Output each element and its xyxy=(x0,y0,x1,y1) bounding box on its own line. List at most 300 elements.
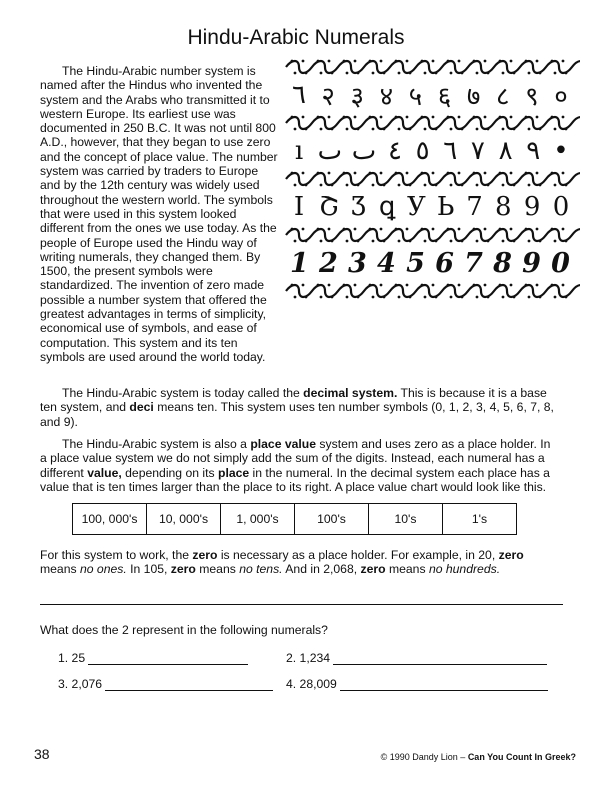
vine-dot xyxy=(447,228,450,231)
vine-dot xyxy=(317,60,320,63)
numeral-glyph: 7 xyxy=(466,192,483,222)
vine-dot xyxy=(476,240,479,243)
vine-dot xyxy=(528,72,531,75)
numeral-glyph: ५ xyxy=(408,82,423,112)
vine-dot xyxy=(487,184,490,187)
vine-dot xyxy=(525,116,528,119)
vine-dot xyxy=(554,184,557,187)
vine-dot xyxy=(409,240,412,243)
vine-dot xyxy=(406,228,409,231)
numeral-row-3 xyxy=(284,188,580,226)
vine-dot xyxy=(502,296,505,299)
vine-dot xyxy=(536,228,539,231)
numeral-glyph: ٦ xyxy=(292,80,306,110)
decorative-border xyxy=(284,170,580,188)
vine-dot xyxy=(447,60,450,63)
vine-dot xyxy=(447,172,450,175)
vine-dot xyxy=(320,184,323,187)
vine-dot xyxy=(476,72,479,75)
vine-dot xyxy=(372,72,375,75)
vine-dot xyxy=(424,240,427,243)
numeral-glyph: ७ xyxy=(466,82,481,112)
vine-dot xyxy=(536,284,539,287)
vine-dot xyxy=(305,184,308,187)
item-label: 3. 2,076 xyxy=(58,677,103,691)
vine-dot xyxy=(450,296,453,299)
footer-copyright xyxy=(381,752,576,762)
intro-paragraph: The Hindu-Arabic number system is named after the Hindus who invented the system and the Arabs who transmitted it to western Europe. Its earliest use was documented in 250 B.C. It was not until 800 A.D., however, that they began to use zero and the concept of place value. The number system was carried by traders to Europe and by the 12th century was widely used throughout the western world. The symbols that were used in this system looked different from the ones we use today. As the people of Europe used the Hindu way of writing numerals, they changed them. By 1500, the present symbols were standardized. The invention of zero made possible a number system that offered the greatest advantages in terms of simplicity, economical use of symbols, and ease of computation. This system and its ten symbols are used around the world today. xyxy=(40,64,278,364)
text: This is because it is a base ten system, and xyxy=(40,386,547,415)
place-value-paragraph xyxy=(40,437,555,494)
vine-dot xyxy=(343,60,346,63)
text: means xyxy=(195,562,240,577)
bold-term: decimal system. xyxy=(303,386,398,400)
vine-dot xyxy=(421,228,424,231)
vine-dot xyxy=(499,60,502,63)
vine-dot xyxy=(528,240,531,243)
vine-dot xyxy=(510,60,513,63)
answer-item-4 xyxy=(286,677,548,691)
vine-dot xyxy=(487,240,490,243)
vine-dot xyxy=(565,296,568,299)
vine-dot xyxy=(395,228,398,231)
vine-dot xyxy=(305,240,308,243)
vine-dot xyxy=(372,240,375,243)
vine-dot xyxy=(528,296,531,299)
vine-dot xyxy=(409,184,412,187)
numeral-glyph: • xyxy=(553,136,569,166)
vine-dot xyxy=(294,72,297,75)
vine-dot xyxy=(484,116,487,119)
vine-dot xyxy=(380,172,383,175)
decorative-border xyxy=(284,58,580,76)
numeral-glyph: ٧ xyxy=(470,136,485,166)
numeral-glyph: I xyxy=(293,192,305,222)
answer-item-3 xyxy=(58,677,273,691)
numeral-row-4 xyxy=(284,244,580,282)
vine-dot xyxy=(357,128,360,131)
vine-dot xyxy=(484,228,487,231)
vine-dot xyxy=(562,284,565,287)
vine-dot xyxy=(536,116,539,119)
numeral-glyph: 1 xyxy=(290,247,309,279)
vine-dot xyxy=(294,296,297,299)
vine-dot xyxy=(539,128,542,131)
vine-dot xyxy=(473,284,476,287)
vine-dot xyxy=(331,296,334,299)
vine-dot xyxy=(539,72,542,75)
vine-dot xyxy=(502,240,505,243)
vine-dot xyxy=(510,228,513,231)
place-value-chart xyxy=(72,503,517,535)
vine-dot xyxy=(406,284,409,287)
vine-dot xyxy=(487,296,490,299)
vine-dot xyxy=(525,284,528,287)
vine-dot xyxy=(343,228,346,231)
numeral-glyph: 4 xyxy=(377,247,396,279)
vine-dot xyxy=(398,184,401,187)
vine-dot xyxy=(476,128,479,131)
answer-blank[interactable] xyxy=(340,678,548,691)
text: is necessary as a place holder. For example, in 20, xyxy=(217,548,499,562)
vine-dot xyxy=(372,128,375,131)
vine-dot xyxy=(554,72,557,75)
book-title: Can You Count In Greek? xyxy=(467,752,576,762)
vine-dot xyxy=(565,72,568,75)
vine-dot xyxy=(473,228,476,231)
vine-dot xyxy=(331,128,334,131)
vine-dot xyxy=(409,296,412,299)
vine-dot xyxy=(346,240,349,243)
vine-dot xyxy=(343,116,346,119)
vine-dot xyxy=(291,228,294,231)
bold-term: zero xyxy=(360,562,386,577)
vine-dot xyxy=(435,240,438,243)
vine-dot xyxy=(539,240,542,243)
vine-dot xyxy=(473,60,476,63)
vine-dot xyxy=(450,184,453,187)
vine-dot xyxy=(551,172,554,175)
vine-dot xyxy=(424,184,427,187)
vine-dot xyxy=(484,284,487,287)
vine-dot xyxy=(357,184,360,187)
numeral-glyph: 2 xyxy=(319,247,338,279)
vine-dot xyxy=(528,184,531,187)
vine-dot xyxy=(539,184,542,187)
answer-item-1 xyxy=(58,651,248,665)
vine-dot xyxy=(331,184,334,187)
item-label: 4. 28,009 xyxy=(286,677,337,691)
vine-dot xyxy=(369,60,372,63)
text: The Hindu-Arabic system is today called the xyxy=(62,386,304,400)
vine-dot xyxy=(513,128,516,131)
italic-term: no hundreds. xyxy=(428,562,501,577)
vine-dot xyxy=(562,116,565,119)
vine-dot xyxy=(421,116,424,119)
vine-dot xyxy=(354,116,357,119)
vine-dot xyxy=(302,116,305,119)
italic-term: no ones. xyxy=(79,562,127,577)
vine-dot xyxy=(395,172,398,175)
vine-dot xyxy=(291,116,294,119)
vine-dot xyxy=(302,284,305,287)
vine-dot xyxy=(380,60,383,63)
vine-dot xyxy=(432,284,435,287)
vine-dot xyxy=(424,72,427,75)
vine-dot xyxy=(458,172,461,175)
bold-term: zero xyxy=(498,548,524,562)
vine-dot xyxy=(476,184,479,187)
vine-dot xyxy=(461,296,464,299)
vine-dot xyxy=(510,116,513,119)
numeral-row-2 xyxy=(284,132,580,170)
text: system and uses zero as a place holder. In a place value system we do not simply add the sum of the digits. Instead, each numeral has a different xyxy=(40,437,551,480)
bold-term: place xyxy=(218,465,250,480)
question-prompt: What does the 2 represent in the following numerals? xyxy=(40,623,328,637)
vine-dot xyxy=(320,128,323,131)
vine-dot xyxy=(510,172,513,175)
vine-dot xyxy=(317,228,320,231)
vine-dot xyxy=(562,172,565,175)
decimal-paragraph xyxy=(40,386,555,429)
vine-dot xyxy=(305,296,308,299)
decorative-border xyxy=(284,114,580,132)
vine-stroke xyxy=(286,117,580,129)
text: And in 2,068, xyxy=(282,562,361,577)
vine-dot xyxy=(473,172,476,175)
vine-dot xyxy=(317,172,320,175)
vine-dot xyxy=(380,284,383,287)
numeral-glyph: ı xyxy=(294,136,304,166)
zero-paragraph xyxy=(40,548,555,577)
numeral-glyph: 5 xyxy=(406,247,425,279)
vine-dot xyxy=(331,240,334,243)
vine-dot xyxy=(346,72,349,75)
vine-dot xyxy=(525,228,528,231)
vine-dot xyxy=(409,128,412,131)
vine-dot xyxy=(458,60,461,63)
numeral-glyph: 0 xyxy=(551,247,570,279)
vine-dot xyxy=(513,296,516,299)
answer-blank[interactable] xyxy=(105,678,273,691)
numeral-glyph: ४ xyxy=(379,82,394,112)
vine-dot xyxy=(450,128,453,131)
numeral-glyph: ० xyxy=(554,82,568,112)
place-value-cell: 10, 000's xyxy=(147,504,221,534)
vine-dot xyxy=(372,184,375,187)
vine-dot xyxy=(380,116,383,119)
bold-term: deci xyxy=(129,400,154,415)
bold-term: value, xyxy=(87,465,122,480)
bold-term: place value xyxy=(250,437,317,451)
vine-dot xyxy=(554,128,557,131)
vine-dot xyxy=(409,72,412,75)
text: means ten. This system uses ten number symbols (0, 1, 2, 3, 4, 5, 6, 7, 8, and 9). xyxy=(40,400,554,429)
divider-rule xyxy=(40,604,563,605)
vine-dot xyxy=(551,284,554,287)
numeral-glyph: 0 xyxy=(552,192,570,222)
text: The Hindu-Arabic system is also a xyxy=(62,437,251,451)
place-value-cell: 1's xyxy=(471,512,488,526)
numeral-glyph: У xyxy=(406,192,426,222)
vine-dot xyxy=(398,296,401,299)
text: means xyxy=(385,562,429,577)
vine-dot xyxy=(461,184,464,187)
vine-dot xyxy=(346,184,349,187)
vine-dot xyxy=(484,60,487,63)
vine-dot xyxy=(406,60,409,63)
numeral-glyph: ८ xyxy=(496,82,510,112)
vine-dot xyxy=(461,128,464,131)
vine-dot xyxy=(435,72,438,75)
numeral-glyph: Ʒ xyxy=(350,192,366,222)
bold-term: zero xyxy=(170,562,196,577)
vine-dot xyxy=(294,240,297,243)
vine-dot xyxy=(528,128,531,131)
vine-dot xyxy=(320,296,323,299)
vine-stroke xyxy=(286,61,580,73)
vine-dot xyxy=(383,128,386,131)
decorative-border xyxy=(284,226,580,244)
vine-dot xyxy=(383,184,386,187)
vine-dot xyxy=(380,228,383,231)
place-value-cell: 100's xyxy=(295,504,369,534)
vine-dot xyxy=(565,128,568,131)
vine-dot xyxy=(484,172,487,175)
vine-dot xyxy=(565,184,568,187)
answer-blank[interactable] xyxy=(88,652,248,665)
vine-dot xyxy=(328,116,331,119)
italic-term: no tens. xyxy=(239,562,283,577)
vine-dot xyxy=(383,296,386,299)
answer-blank[interactable] xyxy=(333,652,547,665)
numeral-glyph: 8 xyxy=(493,247,512,279)
vine-dot xyxy=(331,72,334,75)
vine-dot xyxy=(294,184,297,187)
vine-dot xyxy=(432,172,435,175)
vine-dot xyxy=(499,116,502,119)
vine-dot xyxy=(525,172,528,175)
vine-dot xyxy=(343,172,346,175)
vine-dot xyxy=(406,172,409,175)
place-value-cell: 1, 000's xyxy=(221,504,295,534)
vine-dot xyxy=(305,128,308,131)
text: in the numeral. In the decimal system each place has a value that is ten times larger than the place to its right. A place value chart would look like this. xyxy=(40,465,550,494)
vine-dot xyxy=(424,296,427,299)
numeral-glyph: 6 xyxy=(435,247,454,279)
vine-dot xyxy=(328,172,331,175)
vine-stroke xyxy=(286,229,580,241)
vine-dot xyxy=(398,240,401,243)
numeral-glyph: 9 xyxy=(522,247,541,279)
vine-dot xyxy=(372,296,375,299)
vine-dot xyxy=(473,116,476,119)
item-label: 1. 25 xyxy=(58,651,86,665)
numeral-glyph: ६ xyxy=(437,82,452,112)
vine-dot xyxy=(432,60,435,63)
vine-dot xyxy=(302,228,305,231)
numeral-glyph: Շ xyxy=(318,192,339,222)
vine-dot xyxy=(461,240,464,243)
vine-dot xyxy=(346,128,349,131)
vine-dot xyxy=(317,284,320,287)
text: In 105, xyxy=(126,562,171,577)
vine-dot xyxy=(450,72,453,75)
text: means xyxy=(40,562,80,577)
vine-dot xyxy=(435,128,438,131)
vine-dot xyxy=(447,116,450,119)
vine-dot xyxy=(551,60,554,63)
vine-dot xyxy=(502,72,505,75)
text: depending on its xyxy=(121,465,218,480)
page-title: Hindu-Arabic Numerals xyxy=(187,26,405,49)
vine-stroke xyxy=(286,285,580,297)
numeral-glyph: २ xyxy=(321,82,335,112)
vine-dot xyxy=(513,72,516,75)
vine-dot xyxy=(357,240,360,243)
vine-dot xyxy=(551,228,554,231)
vine-dot xyxy=(317,116,320,119)
vine-dot xyxy=(421,60,424,63)
numeral-illustration xyxy=(284,58,580,300)
vine-dot xyxy=(305,72,308,75)
vine-dot xyxy=(421,284,424,287)
vine-dot xyxy=(320,240,323,243)
vine-dot xyxy=(383,240,386,243)
vine-dot xyxy=(354,172,357,175)
numeral-glyph: ٩ xyxy=(526,136,541,166)
vine-dot xyxy=(450,240,453,243)
vine-dot xyxy=(291,284,294,287)
vine-dot xyxy=(432,116,435,119)
vine-dot xyxy=(499,284,502,287)
vine-dot xyxy=(369,116,372,119)
vine-dot xyxy=(461,72,464,75)
vine-dot xyxy=(328,284,331,287)
vine-dot xyxy=(357,72,360,75)
vine-stroke xyxy=(286,173,580,185)
vine-dot xyxy=(395,60,398,63)
vine-dot xyxy=(406,116,409,119)
vine-dot xyxy=(502,184,505,187)
vine-dot xyxy=(510,284,513,287)
vine-dot xyxy=(354,228,357,231)
place-value-cell: 100, 000's xyxy=(73,504,147,534)
numeral-glyph: 7 xyxy=(464,247,483,279)
vine-dot xyxy=(458,116,461,119)
vine-dot xyxy=(346,296,349,299)
vine-dot xyxy=(525,60,528,63)
numeral-glyph: ٦ xyxy=(443,136,458,166)
vine-dot xyxy=(369,172,372,175)
vine-dot xyxy=(458,228,461,231)
vine-dot xyxy=(294,128,297,131)
vine-dot xyxy=(562,228,565,231)
vine-dot xyxy=(435,184,438,187)
numeral-glyph: 3 xyxy=(348,247,367,279)
vine-dot xyxy=(320,72,323,75)
place-value-cell: 10's xyxy=(369,504,443,534)
vine-dot xyxy=(432,228,435,231)
page-number: 38 xyxy=(34,746,50,762)
numeral-row-1 xyxy=(284,76,580,114)
vine-dot xyxy=(291,172,294,175)
numeral-glyph: ९ xyxy=(525,82,539,112)
vine-dot xyxy=(499,172,502,175)
vine-dot xyxy=(458,284,461,287)
vine-dot xyxy=(476,296,479,299)
numeral-glyph: ٮ xyxy=(351,136,377,166)
numeral-glyph: 8 xyxy=(495,192,512,222)
vine-dot xyxy=(398,128,401,131)
vine-dot xyxy=(562,60,565,63)
vine-dot xyxy=(395,284,398,287)
vine-dot xyxy=(343,284,346,287)
numeral-glyph: ٥ xyxy=(415,136,430,166)
vine-dot xyxy=(487,128,490,131)
numeral-glyph: ٤ xyxy=(387,136,402,166)
vine-dot xyxy=(554,240,557,243)
vine-dot xyxy=(499,228,502,231)
numeral-glyph: Ь xyxy=(436,192,455,222)
vine-dot xyxy=(369,228,372,231)
numeral-glyph: 9 xyxy=(523,192,541,222)
vine-dot xyxy=(536,172,539,175)
vine-dot xyxy=(539,296,542,299)
vine-dot xyxy=(302,60,305,63)
vine-dot xyxy=(554,296,557,299)
text: For this system to work, the xyxy=(40,548,193,562)
